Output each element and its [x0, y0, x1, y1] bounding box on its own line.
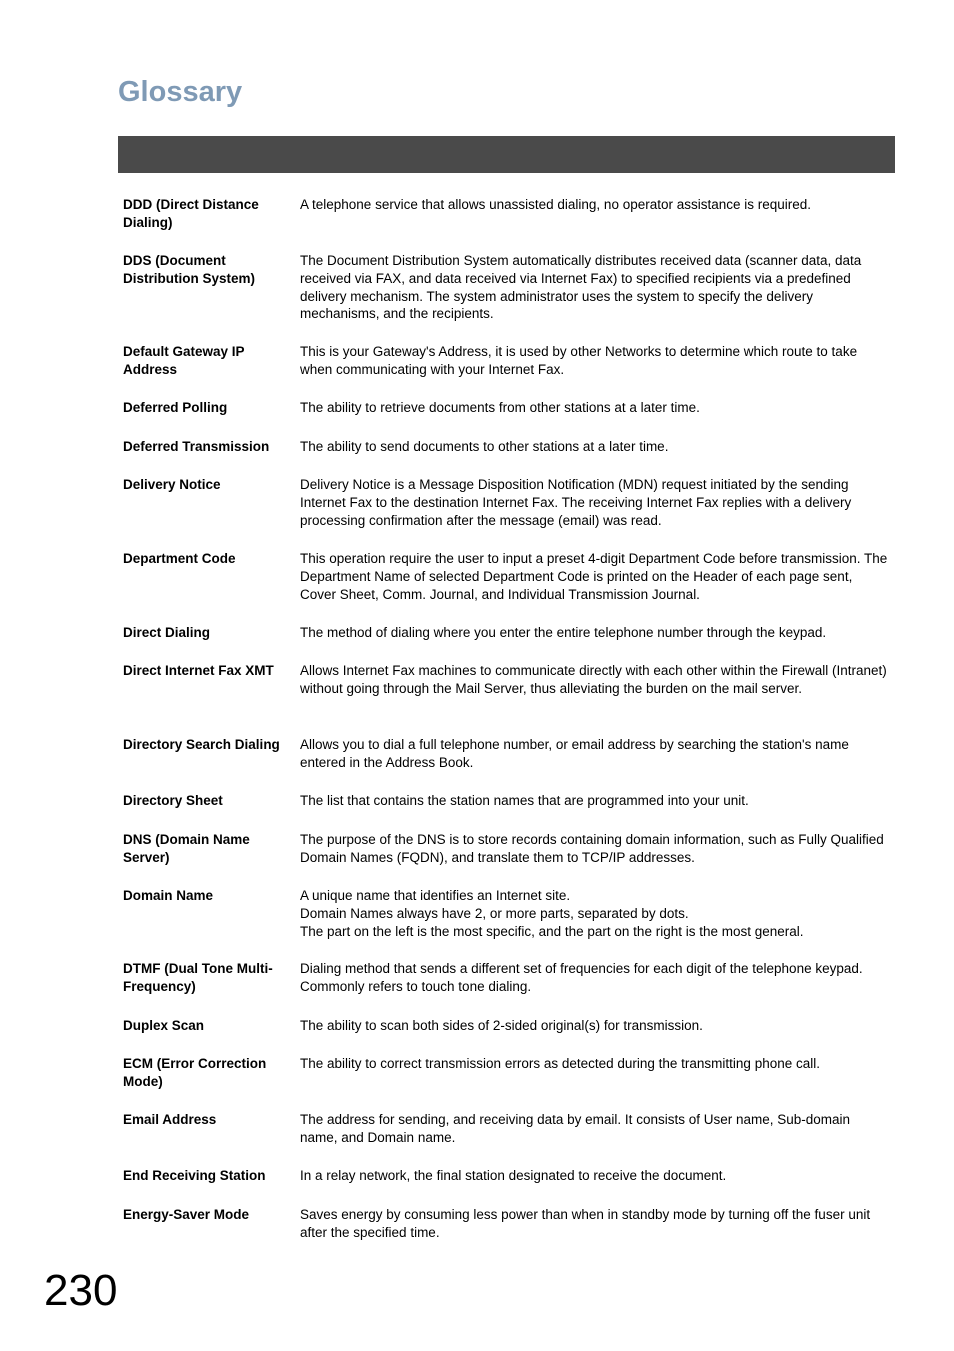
definition-line: The list that contains the station names that are programmed into your unit. [300, 793, 749, 808]
glossary-term: Duplex Scan [123, 1018, 205, 1033]
glossary-term: Energy-Saver Mode [123, 1207, 250, 1222]
definition-line: Saves energy by consuming less power than when in standby mode by turning off the fuser unit after the specified time. [300, 1207, 871, 1240]
glossary-entry [123, 438, 889, 456]
definition-line: The address for sending, and receiving data by email. It consists of User name, Sub-domain name, and Domain name. [300, 1112, 851, 1145]
definition-line: Dialing method that sends a different set of frequencies for each digit of the telephone keypad. Commonly refers to touch tone dialing. [300, 961, 863, 994]
definition-line: Allows Internet Fax machines to communicate directly with each other within the Firewall (Intranet) without going through the Mail Server, thus alleviating the burden on the mail server. [300, 663, 887, 696]
glossary-entry [123, 792, 889, 810]
glossary-term: End Receiving Station [123, 1168, 266, 1183]
glossary-entry [123, 550, 889, 603]
glossary-term: DDS (Document Distribution System) [123, 253, 256, 286]
glossary-entry [123, 1167, 889, 1185]
glossary-definition [300, 887, 889, 940]
definition-line: This is your Gateway's Address, it is used by other Networks to determine which route to take when communicating with your Internet Fax. [300, 344, 858, 377]
glossary-entry [123, 960, 889, 996]
definition-line: The ability to correct transmission errors as detected during the transmitting phone call. [300, 1056, 820, 1071]
glossary-term: Directory Sheet [123, 793, 223, 808]
glossary-entry [123, 1055, 889, 1091]
definition-line: The method of dialing where you enter the entire telephone number through the keypad. [300, 625, 827, 640]
glossary-term: Email Address [123, 1112, 217, 1127]
page-title: Glossary [118, 76, 243, 108]
glossary-term: Department Code [123, 551, 236, 566]
glossary-entry [123, 831, 889, 867]
glossary-entry [123, 1111, 889, 1147]
glossary-term: Deferred Polling [123, 400, 228, 415]
definition-line: A unique name that identifies an Internet site. [300, 888, 571, 903]
glossary-term: DTMF (Dual Tone Multi-Frequency) [123, 961, 273, 994]
glossary-definition [300, 1017, 889, 1035]
definition-line: In a relay network, the final station designated to receive the document. [300, 1168, 727, 1183]
glossary-entry [123, 624, 889, 642]
definition-line: A telephone service that allows unassisted dialing, no operator assistance is required. [300, 197, 812, 212]
glossary-definition [300, 438, 889, 456]
definition-line: Delivery Notice is a Message Disposition Notification (MDN) request initiated by the sending Internet Fax to the destination Internet Fax. The receiving Internet Fax replies with a delivery processing confirmation after the message (email) was read. [300, 477, 852, 528]
glossary-term: Delivery Notice [123, 477, 221, 492]
glossary-term: Domain Name [123, 888, 214, 903]
glossary-entry [123, 476, 889, 529]
glossary-definition [300, 196, 889, 232]
glossary-definition [300, 1167, 889, 1185]
glossary-definition [300, 960, 889, 996]
glossary-definition [300, 831, 889, 867]
definition-line: The purpose of the DNS is to store records containing domain information, such as Fully Qualified Domain Names (FQDN), and translate them to TCP/IP addresses. [300, 832, 884, 865]
glossary-term: ECM (Error Correction Mode) [123, 1056, 267, 1089]
glossary-definition [300, 1111, 889, 1147]
glossary-definition [300, 736, 889, 772]
glossary-definition [300, 399, 889, 417]
glossary-term: Directory Search Dialing [123, 737, 280, 752]
definition-line: Domain Names always have 2, or more parts, separated by dots. [300, 905, 689, 921]
glossary-term: Deferred Transmission [123, 439, 270, 454]
glossary-entry [123, 252, 889, 323]
page-number: 230 [44, 1266, 118, 1315]
definition-line: The Document Distribution System automatically distributes received data (scanner data, data received via FAX, and data received via Internet Fax) to specified recipients via a predefined delivery mechanism. The system administrator uses the system to specify the delivery mechanisms, and the recipients. [300, 253, 862, 322]
definition-line: The ability to scan both sides of 2-sided original(s) for transmission. [300, 1018, 703, 1033]
glossary-term: DNS (Domain Name Server) [123, 832, 250, 865]
glossary-term: DDD (Direct Distance Dialing) [123, 197, 259, 230]
glossary-definition [300, 624, 889, 642]
glossary-entry [123, 196, 889, 232]
glossary-term: Direct Internet Fax XMT [123, 663, 274, 678]
glossary-definition [300, 252, 889, 323]
definition-line: This operation require the user to input a preset 4-digit Department Code before transmission. The Department Name of selected Department Code is printed on the Header of each page sent, Cover Sheet, Comm. Journal, and Individual Transmission Journal. [300, 551, 888, 602]
definition-line: Allows you to dial a full telephone number, or email address by searching the station's name entered in the Address Book. [300, 737, 849, 770]
glossary-entry [123, 399, 889, 417]
glossary-definition [300, 662, 889, 698]
glossary-definition [300, 343, 889, 379]
glossary-definition [300, 550, 889, 603]
glossary-term: Default Gateway IP Address [123, 344, 245, 377]
glossary-entry [123, 662, 889, 698]
definition-line: The part on the left is the most specific, and the part on the right is the most general. [300, 923, 804, 939]
glossary-definition [300, 792, 889, 810]
definition-line: The ability to send documents to other stations at a later time. [300, 439, 669, 454]
glossary-entry [123, 1017, 889, 1035]
section-header-bar [118, 136, 895, 173]
glossary-term: Direct Dialing [123, 625, 211, 640]
glossary-entry [123, 1206, 889, 1242]
glossary-definition [300, 1206, 889, 1242]
glossary-definition [300, 1055, 889, 1091]
glossary-entry [123, 736, 889, 772]
glossary-definition [300, 476, 889, 529]
glossary-entry [123, 343, 889, 379]
definition-line: The ability to retrieve documents from other stations at a later time. [300, 400, 700, 415]
glossary-entry [123, 887, 889, 940]
